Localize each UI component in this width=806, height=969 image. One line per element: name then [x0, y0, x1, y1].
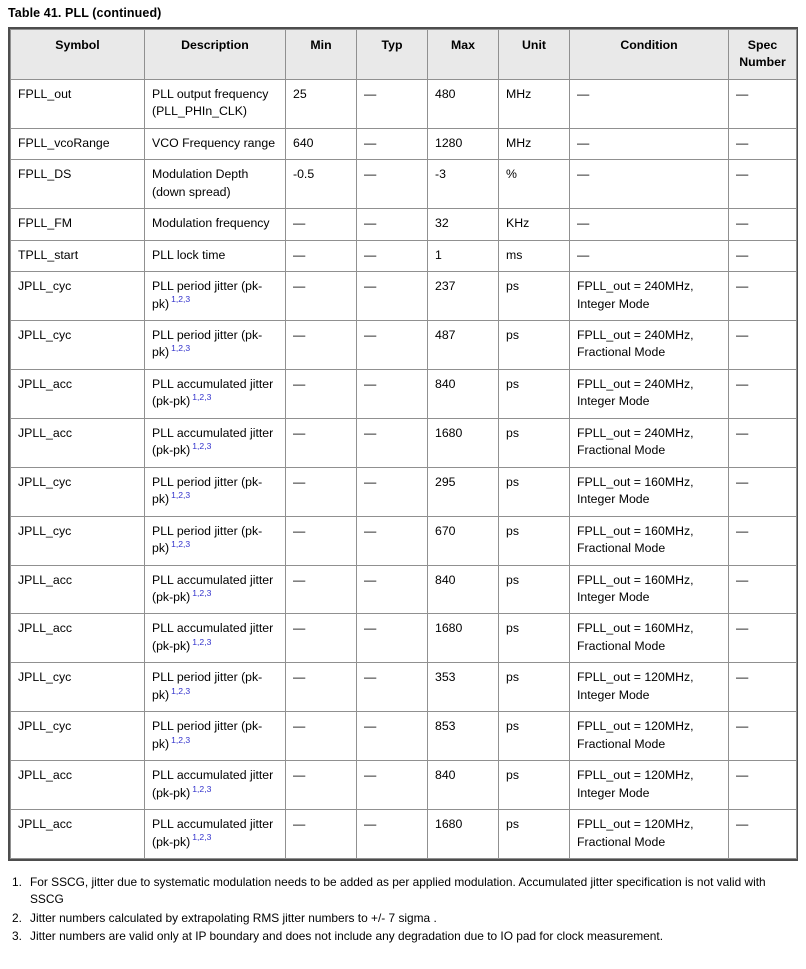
cell-min: —: [286, 272, 357, 321]
cell-typ: —: [357, 663, 428, 712]
footnote-reference[interactable]: 1,2,3: [192, 832, 212, 843]
cell-spec_number: —: [729, 614, 797, 663]
cell-condition: —: [570, 128, 729, 159]
cell-condition: FPLL_out = 240MHz, Fractional Mode: [570, 418, 729, 467]
cell-max: 1680: [428, 614, 499, 663]
cell-spec_number: —: [729, 209, 797, 240]
cell-max: 853: [428, 712, 499, 761]
cell-symbol: FPLL_DS: [11, 160, 145, 209]
cell-min: —: [286, 565, 357, 614]
cell-max: 32: [428, 209, 499, 240]
cell-spec_number: —: [729, 79, 797, 128]
footnote-text: Jitter numbers are valid only at IP boundary and does not include any degradation due to IO pad for clock measurement.: [30, 929, 664, 944]
cell-spec_number: —: [729, 160, 797, 209]
table-row: [11, 209, 797, 240]
footnote-item: [8, 874, 800, 909]
column-header-max: Max: [428, 30, 499, 80]
column-header-description: Description: [145, 30, 286, 80]
table-row: [11, 467, 797, 516]
cell-min: —: [286, 369, 357, 418]
cell-typ: —: [357, 516, 428, 565]
cell-description: PLL accumulated jitter (pk-pk) $^{1,2,3}$: [145, 565, 286, 614]
cell-min: —: [286, 663, 357, 712]
footnote-reference[interactable]: 1,2,3: [171, 294, 191, 305]
table-row: [11, 272, 797, 321]
cell-unit: ps: [499, 320, 570, 369]
cell-spec_number: —: [729, 663, 797, 712]
cell-typ: —: [357, 467, 428, 516]
cell-condition: —: [570, 209, 729, 240]
footnote-reference[interactable]: 1,2,3: [171, 490, 191, 501]
footnote-reference[interactable]: 1,2,3: [171, 734, 191, 745]
cell-spec_number: —: [729, 272, 797, 321]
cell-spec_number: —: [729, 516, 797, 565]
table-row: [11, 369, 797, 418]
cell-max: 1680: [428, 810, 499, 859]
cell-symbol: JPLL_cyc: [11, 320, 145, 369]
table-row: [11, 320, 797, 369]
cell-max: -3: [428, 160, 499, 209]
cell-typ: —: [357, 565, 428, 614]
cell-typ: —: [357, 369, 428, 418]
cell-symbol: JPLL_acc: [11, 418, 145, 467]
footnote-reference[interactable]: 1,2,3: [171, 538, 191, 549]
cell-symbol: TPLL_start: [11, 240, 145, 271]
cell-condition: FPLL_out = 160MHz, Fractional Mode: [570, 516, 729, 565]
cell-description: PLL lock time: [145, 240, 286, 271]
cell-description: PLL period jitter (pk-pk) $^{1,2,3}$: [145, 712, 286, 761]
pll-spec-table: [10, 29, 797, 859]
cell-symbol: JPLL_cyc: [11, 663, 145, 712]
table-row: [11, 516, 797, 565]
table-row: [11, 663, 797, 712]
table-row: [11, 79, 797, 128]
cell-description: PLL period jitter (pk-pk) $^{1,2,3}$: [145, 516, 286, 565]
cell-description: PLL period jitter (pk-pk) $^{1,2,3}$: [145, 272, 286, 321]
column-header-unit: Unit: [499, 30, 570, 80]
cell-max: 353: [428, 663, 499, 712]
cell-unit: ps: [499, 663, 570, 712]
table-row: [11, 761, 797, 810]
cell-typ: —: [357, 79, 428, 128]
cell-max: 670: [428, 516, 499, 565]
column-header-typ: Typ: [357, 30, 428, 80]
cell-min: —: [286, 240, 357, 271]
cell-max: 1280: [428, 128, 499, 159]
cell-min: —: [286, 418, 357, 467]
footnote-text: Jitter numbers calculated by extrapolating RMS jitter numbers to +/- 7 sigma .: [30, 910, 437, 925]
cell-symbol: JPLL_acc: [11, 565, 145, 614]
cell-condition: FPLL_out = 240MHz, Integer Mode: [570, 272, 729, 321]
cell-min: —: [286, 209, 357, 240]
column-header-min: Min: [286, 30, 357, 80]
cell-unit: ps: [499, 614, 570, 663]
table-header-row: [11, 30, 797, 80]
cell-typ: —: [357, 320, 428, 369]
table-row: [11, 160, 797, 209]
footnote-reference[interactable]: 1,2,3: [192, 392, 212, 403]
cell-typ: —: [357, 810, 428, 859]
cell-condition: FPLL_out = 120MHz, Integer Mode: [570, 761, 729, 810]
cell-max: 840: [428, 565, 499, 614]
cell-typ: —: [357, 761, 428, 810]
cell-typ: —: [357, 418, 428, 467]
cell-condition: FPLL_out = 160MHz, Fractional Mode: [570, 614, 729, 663]
cell-unit: KHz: [499, 209, 570, 240]
cell-min: —: [286, 810, 357, 859]
cell-condition: FPLL_out = 160MHz, Integer Mode: [570, 565, 729, 614]
cell-unit: %: [499, 160, 570, 209]
cell-typ: —: [357, 209, 428, 240]
cell-unit: ps: [499, 516, 570, 565]
cell-unit: ps: [499, 369, 570, 418]
cell-description: PLL accumulated jitter (pk-pk) $^{1,2,3}$: [145, 761, 286, 810]
cell-unit: ps: [499, 467, 570, 516]
cell-unit: ps: [499, 810, 570, 859]
cell-max: 840: [428, 369, 499, 418]
footnote-item: [8, 928, 800, 945]
footnote-item: [8, 910, 800, 927]
cell-spec_number: —: [729, 128, 797, 159]
cell-description: PLL period jitter (pk-pk) $^{1,2,3}$: [145, 663, 286, 712]
cell-unit: ps: [499, 418, 570, 467]
cell-symbol: JPLL_acc: [11, 369, 145, 418]
table-row: [11, 614, 797, 663]
column-header-spec-number: Spec Number: [729, 30, 797, 80]
cell-spec_number: —: [729, 240, 797, 271]
footnote-reference[interactable]: 1,2,3: [192, 441, 212, 452]
cell-max: 1: [428, 240, 499, 271]
cell-symbol: JPLL_acc: [11, 761, 145, 810]
cell-typ: —: [357, 240, 428, 271]
cell-typ: —: [357, 614, 428, 663]
cell-description: Modulation Depth (down spread): [145, 160, 286, 209]
cell-spec_number: —: [729, 467, 797, 516]
cell-symbol: JPLL_acc: [11, 614, 145, 663]
footnote-text: For SSCG, jitter due to systematic modulation needs to be added as per applied modulation. Accumulated jitter specification is not valid with SSCG: [30, 874, 766, 907]
cell-max: 840: [428, 761, 499, 810]
cell-spec_number: —: [729, 761, 797, 810]
cell-description: PLL accumulated jitter (pk-pk) $^{1,2,3}$: [145, 418, 286, 467]
cell-unit: MHz: [499, 79, 570, 128]
cell-unit: ps: [499, 761, 570, 810]
cell-max: 487: [428, 320, 499, 369]
cell-description: PLL accumulated jitter (pk-pk) $^{1,2,3}$: [145, 369, 286, 418]
footnote-number: 1.: [12, 874, 22, 889]
cell-spec_number: —: [729, 712, 797, 761]
cell-symbol: JPLL_cyc: [11, 467, 145, 516]
cell-symbol: JPLL_cyc: [11, 516, 145, 565]
footnote-reference[interactable]: 1,2,3: [171, 685, 191, 696]
cell-condition: FPLL_out = 120MHz, Fractional Mode: [570, 810, 729, 859]
cell-spec_number: —: [729, 565, 797, 614]
cell-min: —: [286, 761, 357, 810]
cell-unit: ps: [499, 712, 570, 761]
cell-description: Modulation frequency: [145, 209, 286, 240]
footnote-reference[interactable]: 1,2,3: [192, 587, 212, 598]
cell-spec_number: —: [729, 369, 797, 418]
table-body: [11, 79, 797, 858]
cell-description: VCO Frequency range: [145, 128, 286, 159]
cell-min: 640: [286, 128, 357, 159]
cell-condition: —: [570, 240, 729, 271]
cell-unit: ps: [499, 565, 570, 614]
cell-unit: ms: [499, 240, 570, 271]
cell-condition: FPLL_out = 240MHz, Integer Mode: [570, 369, 729, 418]
cell-spec_number: —: [729, 810, 797, 859]
cell-min: —: [286, 467, 357, 516]
cell-description: PLL accumulated jitter (pk-pk) $^{1,2,3}$: [145, 810, 286, 859]
footnote-number: 3.: [12, 929, 22, 944]
table-row: [11, 128, 797, 159]
cell-min: -0.5: [286, 160, 357, 209]
cell-symbol: JPLL_cyc: [11, 272, 145, 321]
column-header-condition: Condition: [570, 30, 729, 80]
footnote-number: 2.: [12, 910, 22, 925]
cell-max: 237: [428, 272, 499, 321]
cell-description: PLL period jitter (pk-pk) $^{1,2,3}$: [145, 467, 286, 516]
cell-condition: FPLL_out = 120MHz, Integer Mode: [570, 663, 729, 712]
table-title: Table 41. PLL (continued): [8, 6, 162, 20]
table-header: [11, 30, 797, 80]
cell-description: PLL accumulated jitter (pk-pk) $^{1,2,3}$: [145, 614, 286, 663]
cell-min: —: [286, 516, 357, 565]
document-page: [0, 6, 806, 969]
footnote-reference[interactable]: 1,2,3: [192, 783, 212, 794]
cell-description: PLL period jitter (pk-pk) $^{1,2,3}$: [145, 320, 286, 369]
cell-min: —: [286, 712, 357, 761]
footnote-list: [8, 874, 800, 946]
footnote-reference[interactable]: 1,2,3: [171, 343, 191, 354]
cell-spec_number: —: [729, 418, 797, 467]
cell-symbol: JPLL_acc: [11, 810, 145, 859]
cell-description: PLL output frequency (PLL_PHIn_CLK): [145, 79, 286, 128]
cell-typ: —: [357, 128, 428, 159]
cell-typ: —: [357, 272, 428, 321]
table-row: [11, 810, 797, 859]
cell-condition: FPLL_out = 160MHz, Integer Mode: [570, 467, 729, 516]
cell-max: 480: [428, 79, 499, 128]
cell-condition: FPLL_out = 120MHz, Fractional Mode: [570, 712, 729, 761]
table-row: [11, 712, 797, 761]
cell-condition: —: [570, 160, 729, 209]
table-row: [11, 240, 797, 271]
cell-min: —: [286, 320, 357, 369]
cell-condition: FPLL_out = 240MHz, Fractional Mode: [570, 320, 729, 369]
footnote-reference[interactable]: 1,2,3: [192, 636, 212, 647]
cell-condition: —: [570, 79, 729, 128]
cell-symbol: FPLL_FM: [11, 209, 145, 240]
spec-table-container: [8, 27, 798, 861]
cell-max: 295: [428, 467, 499, 516]
cell-symbol: JPLL_cyc: [11, 712, 145, 761]
cell-max: 1680: [428, 418, 499, 467]
cell-unit: MHz: [499, 128, 570, 159]
cell-unit: ps: [499, 272, 570, 321]
table-row: [11, 418, 797, 467]
cell-min: 25: [286, 79, 357, 128]
table-row: [11, 565, 797, 614]
cell-symbol: FPLL_vcoRange: [11, 128, 145, 159]
cell-spec_number: —: [729, 320, 797, 369]
cell-typ: —: [357, 712, 428, 761]
cell-min: —: [286, 614, 357, 663]
column-header-symbol: Symbol: [11, 30, 145, 80]
cell-typ: —: [357, 160, 428, 209]
cell-symbol: FPLL_out: [11, 79, 145, 128]
